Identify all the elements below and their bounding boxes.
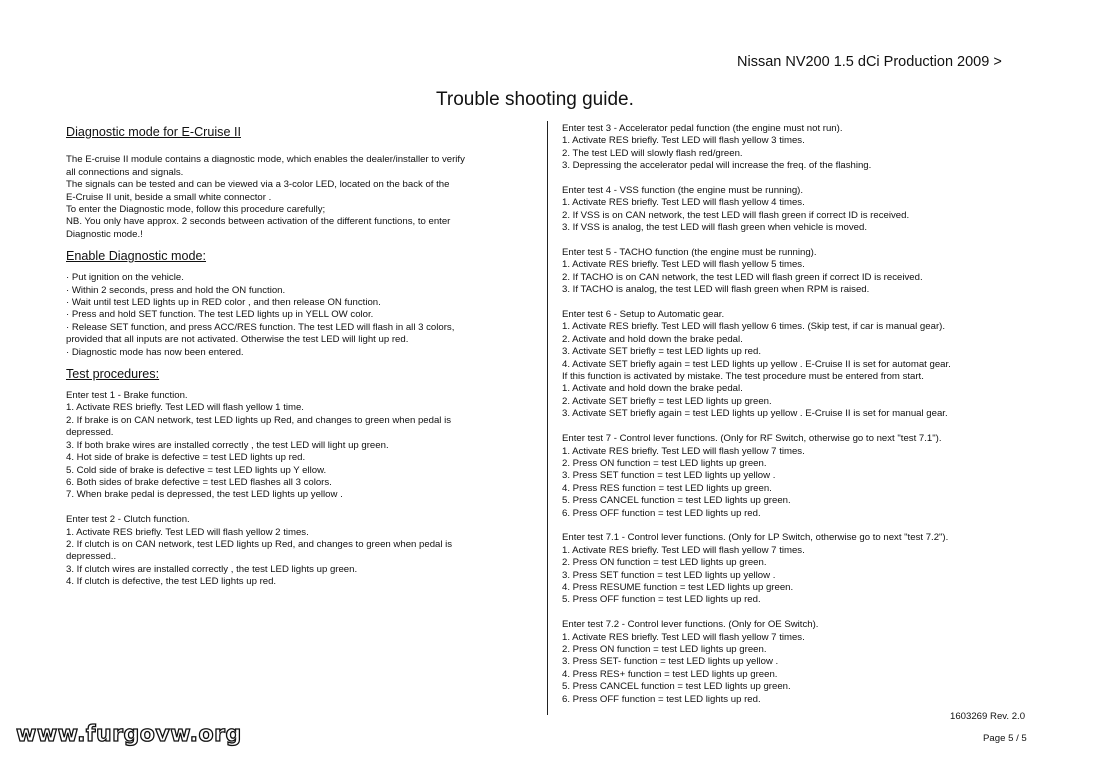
test-3-step: 1. Activate RES briefly. Test LED will flash yellow 3 times.	[562, 135, 805, 147]
enable-step: · Release SET function, and press ACC/RES function. The test LED will flash in all 3 colors,	[66, 321, 455, 333]
test-7-2-step: 5. Press CANCEL function = test LED lights up green.	[562, 681, 791, 693]
test-6-step: 3. Activate SET briefly = test LED lights up red.	[562, 346, 761, 358]
test-2-step: 4. If clutch is defective, the test LED lights up red.	[66, 576, 277, 588]
test-7-2-step: 1. Activate RES briefly. Test LED will flash yellow 7 times.	[562, 631, 805, 643]
intro-line: To enter the Diagnostic mode, follow this procedure carefully;	[66, 204, 326, 216]
test-1-step: 1. Activate RES briefly. Test LED will flash yellow 1 time.	[66, 402, 304, 414]
test-7-1-step: 5. Press OFF function = test LED lights up red.	[562, 594, 761, 606]
test-7-2-step: 2. Press ON function = test LED lights up green.	[562, 643, 767, 655]
intro-line: Diagnostic mode.!	[66, 228, 143, 240]
intro-line: all connections and signals.	[66, 166, 184, 178]
test-6-step: 1. Activate RES briefly. Test LED will flash yellow 6 times. (Skip test, if car is manual gear).	[562, 321, 945, 333]
document-title: Trouble shooting guide.	[436, 89, 634, 110]
test-3-step: 2. The test LED will slowly flash red/green.	[562, 147, 743, 159]
test-6-step: 2. Activate SET briefly = test LED lights up green.	[562, 395, 772, 407]
test-1-step: depressed.	[66, 427, 114, 439]
column-divider	[547, 121, 548, 715]
test-6-step: 3. Activate SET briefly again = test LED lights up yellow . E-Cruise II is set for manual gear.	[562, 408, 948, 420]
test-1-step: 2. If brake is on CAN network, test LED lights up Red, and changes to green when pedal is	[66, 414, 452, 426]
test-7-title: Enter test 7 - Control lever functions. (Only for RF Switch, otherwise go to next "test 7.1").	[562, 433, 942, 445]
intro-line: E-Cruise II unit, beside a small white connector .	[66, 191, 272, 203]
enable-diagnostic-heading: Enable Diagnostic mode:	[66, 249, 207, 264]
test-7-1-step: 4. Press RESUME function = test LED lights up green.	[562, 581, 794, 593]
enable-step: · Diagnostic mode has now been entered.	[66, 346, 244, 358]
test-7-step: 3. Press SET function = test LED lights up yellow .	[562, 470, 776, 482]
test-2-step: 2. If clutch is on CAN network, test LED lights up Red, and changes to green when pedal is	[66, 538, 453, 550]
test-6-step: If this function is activated by mistake. The test procedure must be entered from start.	[562, 371, 924, 383]
test-5-step: 2. If TACHO is on CAN network, the test LED will flash green if correct ID is received.	[562, 271, 923, 283]
test-7-2-step: 4. Press RES+ function = test LED lights up green.	[562, 668, 778, 680]
test-7-2-step: 3. Press SET- function = test LED lights up yellow .	[562, 656, 779, 668]
test-1-step: 3. If both brake wires are installed correctly , the test LED will light up green.	[66, 439, 389, 451]
test-2-step: depressed..	[66, 551, 117, 563]
test-7-step: 6. Press OFF function = test LED lights up red.	[562, 507, 761, 519]
test-7-step: 5. Press CANCEL function = test LED lights up green.	[562, 495, 791, 507]
test-3-step: 3. Depressing the accelerator pedal will increase the freq. of the flashing.	[562, 160, 872, 172]
test-5-step: 1. Activate RES briefly. Test LED will flash yellow 5 times.	[562, 259, 805, 271]
test-3-title: Enter test 3 - Accelerator pedal function (the engine must not run).	[562, 123, 843, 134]
intro-line: The E-cruise II module contains a diagnostic mode, which enables the dealer/installer to verify	[66, 154, 465, 166]
test-1-step: 7. When brake pedal is depressed, the test LED lights up yellow .	[66, 489, 343, 501]
test-7-step: 4. Press RES function = test LED lights up green.	[562, 482, 772, 494]
intro-line: The signals can be tested and can be viewed via a 3-color LED, located on the back of the	[66, 179, 450, 191]
test-6-step: 2. Activate and hold down the brake pedal.	[562, 333, 743, 345]
test-6-step: 1. Activate and hold down the brake pedal.	[562, 383, 743, 395]
test-2-step: 3. If clutch wires are installed correctly , the test LED lights up green.	[66, 563, 358, 575]
test-2-title: Enter test 2 - Clutch function.	[66, 514, 190, 526]
test-7-1-step: 3. Press SET function = test LED lights up yellow .	[562, 569, 776, 581]
enable-step: · Within 2 seconds, press and hold the ON function.	[66, 284, 286, 296]
enable-step: provided that all inputs are not activated. Otherwise the test LED will light up red.	[66, 334, 409, 346]
test-1-title: Enter test 1 - Brake function.	[66, 390, 188, 402]
test-7-1-title: Enter test 7.1 - Control lever functions. (Only for LP Switch, otherwise go to next "test 7.2").	[562, 532, 949, 544]
enable-step: · Wait until test LED lights up in RED color , and then release ON function.	[66, 297, 381, 309]
test-5-step: 3. If TACHO is analog, the test LED will flash green when RPM is raised.	[562, 284, 870, 296]
right-column	[562, 123, 1032, 706]
test-1-step: 4. Hot side of brake is defective = test LED lights up red.	[66, 452, 306, 464]
test-7-2-title: Enter test 7.2 - Control lever functions. (Only for OE Switch).	[562, 619, 819, 631]
enable-step: · Press and hold SET function. The test LED lights up in YELL OW color.	[66, 309, 374, 321]
intro-line: NB. You only have approx. 2 seconds between activation of the different functions, to enter	[66, 216, 451, 228]
diagnostic-mode-heading: Diagnostic mode for E-Cruise II	[66, 125, 241, 139]
test-4-step: 3. If VSS is analog, the test LED will flash green when vehicle is moved.	[562, 222, 868, 234]
test-4-step: 1. Activate RES briefly. Test LED will flash yellow 4 times.	[562, 197, 805, 209]
test-4-step: 2. If VSS is on CAN network, the test LED will flash green if correct ID is received.	[562, 209, 910, 221]
site-watermark: www.furgovw.org	[16, 722, 242, 747]
test-7-1-step: 2. Press ON function = test LED lights up green.	[562, 557, 767, 569]
test-7-step: 2. Press ON function = test LED lights up green.	[562, 457, 767, 469]
page-number: Page 5 / 5	[983, 733, 1027, 744]
test-4-title: Enter test 4 - VSS function (the engine must be running).	[562, 185, 804, 197]
test-5-title: Enter test 5 - TACHO function (the engine must be running).	[562, 247, 817, 259]
left-column	[66, 123, 536, 589]
test-7-2-step: 6. Press OFF function = test LED lights up red.	[562, 693, 761, 705]
test-1-step: 6. Both sides of brake defective = test LED flashes all 3 colors.	[66, 476, 332, 488]
test-procedures-heading: Test procedures:	[66, 367, 160, 382]
test-7-1-step: 1. Activate RES briefly. Test LED will flash yellow 7 times.	[562, 544, 805, 556]
test-1-step: 5. Cold side of brake is defective = test LED lights up Y ellow.	[66, 464, 327, 476]
revision-number: 1603269 Rev. 2.0	[950, 711, 1026, 722]
test-6-title: Enter test 6 - Setup to Automatic gear.	[562, 309, 725, 321]
test-6-step: 4. Activate SET briefly again = test LED lights up yellow . E-Cruise II is set for automat gear.	[562, 358, 951, 370]
test-7-step: 1. Activate RES briefly. Test LED will flash yellow 7 times.	[562, 445, 805, 457]
enable-step: · Put ignition on the vehicle.	[66, 272, 184, 284]
test-2-step: 1. Activate RES briefly. Test LED will flash yellow 2 times.	[66, 526, 309, 538]
vehicle-header: Nissan NV200 1.5 dCi Production 2009 >	[737, 54, 1002, 70]
